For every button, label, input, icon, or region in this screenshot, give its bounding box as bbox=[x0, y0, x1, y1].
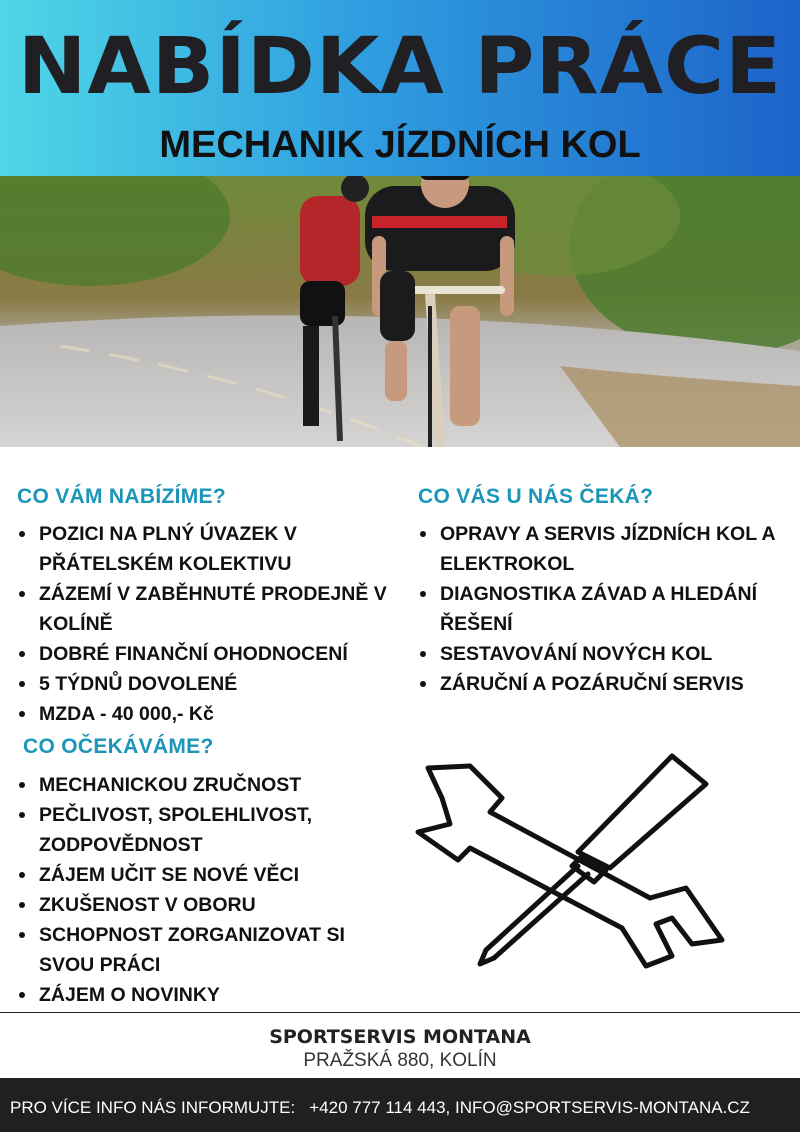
list-item: ZÁJEM O NOVINKY bbox=[17, 980, 397, 1010]
list-item: PEČLIVOST, SPOLEHLIVOST, ZODPOVĚDNOST bbox=[17, 800, 397, 860]
wrench-screwdriver-icon bbox=[410, 748, 740, 973]
contact-line bbox=[10, 1098, 750, 1118]
offer-list bbox=[17, 519, 397, 729]
page-title: NABÍDKA PRÁCE bbox=[17, 22, 783, 112]
page-subtitle: MECHANIK JÍZDNÍCH KOL bbox=[159, 124, 641, 166]
offer-title: CO VÁM NABÍZÍME? bbox=[17, 485, 226, 508]
list-item: MECHANICKOU ZRUČNOST bbox=[17, 770, 397, 800]
list-item: SESTAVOVÁNÍ NOVÝCH KOL bbox=[418, 639, 798, 669]
list-item: ZÁRUČNÍ A POZÁRUČNÍ SERVIS bbox=[418, 669, 798, 699]
list-item: MZDA - 40 000,- Kč bbox=[17, 699, 397, 729]
list-item: 5 TÝDNŮ DOVOLENÉ bbox=[17, 669, 397, 699]
list-item: SCHOPNOST ZORGANIZOVAT SI SVOU PRÁCI bbox=[17, 920, 397, 980]
company-name: SPORTSERVIS MONTANA bbox=[269, 1026, 531, 1048]
awaits-list bbox=[418, 519, 798, 699]
company-address: PRAŽSKÁ 880, KOLÍN bbox=[303, 1050, 497, 1071]
expect-title: CO OČEKÁVÁME? bbox=[23, 735, 214, 758]
contact-details[interactable]: +420 777 114 443, INFO@SPORTSERVIS-MONTANA.CZ bbox=[309, 1098, 750, 1117]
list-item: ZÁJEM UČIT SE NOVÉ VĚCI bbox=[17, 860, 397, 890]
list-item: DOBRÉ FINANČNÍ OHODNOCENÍ bbox=[17, 639, 397, 669]
cyclists-photo bbox=[0, 176, 800, 447]
list-item: POZICI NA PLNÝ ÚVAZEK V PŘÁTELSKÉM KOLEKTIVU bbox=[17, 519, 397, 579]
contact-label: PRO VÍCE INFO NÁS INFORMUJTE: bbox=[10, 1098, 296, 1117]
list-item: ZKUŠENOST V OBORU bbox=[17, 890, 397, 920]
expect-list bbox=[17, 770, 397, 1010]
list-item: ZÁZEMÍ V ZABĚHNUTÉ PRODEJNĚ V KOLÍNĚ bbox=[17, 579, 397, 639]
awaits-title: CO VÁS U NÁS ČEKÁ? bbox=[418, 485, 654, 508]
list-item: OPRAVY A SERVIS JÍZDNÍCH KOL A ELEKTROKOL bbox=[418, 519, 798, 579]
list-item: DIAGNOSTIKA ZÁVAD A HLEDÁNÍ ŘEŠENÍ bbox=[418, 579, 798, 639]
footer-divider bbox=[0, 1012, 800, 1013]
header-banner bbox=[0, 0, 800, 176]
